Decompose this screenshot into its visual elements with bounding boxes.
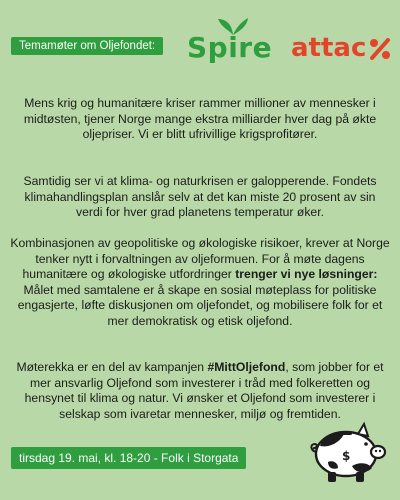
attac-logo xyxy=(291,33,395,65)
header-title: Temamøter om Oljefondet: xyxy=(11,37,163,55)
paragraph-solutions-bold: trenger vi nye løsninger: xyxy=(235,267,378,282)
logo-group xyxy=(183,16,393,66)
paragraph-campaign-text: Møterekka er en del av kampanjen xyxy=(16,360,208,374)
paragraph-campaign-rest: , som jobber for et mer ansvarlig Oljefond som investerer i tråd med folkeretten og hensynet til klima og natur. Vi ønsker et Oljefond som investerer i selskap som ivaretar mennesker, miljø og fremtiden. xyxy=(24,360,384,421)
paragraph-climate: Samtidig ser vi at klima- og naturkrisen er galopperende. Fondets klimahandlingsplan anslår selv at det kan miste 20 prosent av sin verdi for hver grad planetens temperatur øker. xyxy=(23,174,377,220)
attac-wordmark: attac xyxy=(291,33,367,63)
paragraph-campaign xyxy=(10,360,390,422)
paragraph-solutions xyxy=(10,236,390,330)
event-details: tirsdag 19. mai, kl. 18-20 - Folk i Storgata xyxy=(11,447,246,469)
paragraph-intro: Mens krig og humanitære kriser rammer millioner av mennesker i midtøsten, tjener Norge mange ekstra milliarder hver dag på økte oljepriser. Vi er blitt ufrivillige krigsprofitører. xyxy=(23,96,377,142)
svg-text:$: $ xyxy=(342,449,351,463)
piggy-bank-icon xyxy=(306,416,390,488)
spire-wordmark: Spire xyxy=(187,31,273,64)
paragraph-solutions-text: Kombinasjonen av geopolitiske og økologiske risikoer, krever at Norge tenker nytt i forvaltningen av oljeformuen. For å møte dagens humanitære og økologiske utfordringer xyxy=(10,236,390,282)
campaign-hashtag: #MittOljefond xyxy=(207,360,286,374)
paragraph-solutions-goal: Målet med samtalene er å skape en sosial møteplass for politiske engasjerte, løfte diskusjonen om oljefondet, og mobilisere folk for et mer demokratisk og etisk oljefond. xyxy=(17,282,383,328)
spire-logo xyxy=(183,16,293,66)
percent-icon xyxy=(369,38,391,60)
